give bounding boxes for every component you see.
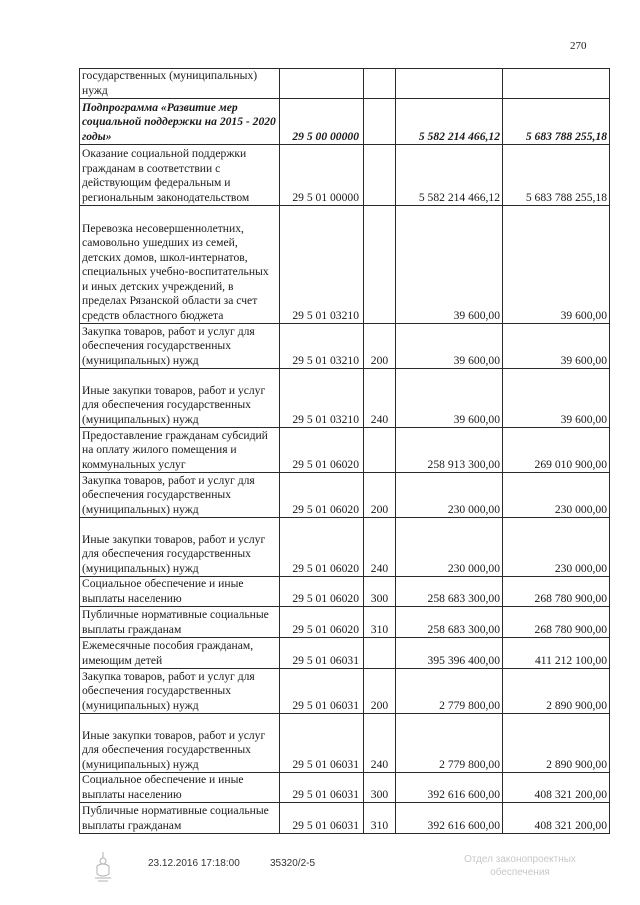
row-amount-2016-cell: 230 000,00 xyxy=(503,473,610,518)
row-type-cell xyxy=(364,638,396,669)
table-row xyxy=(80,714,610,773)
row-type-cell: 300 xyxy=(364,577,396,607)
footer-timestamp: 23.12.2016 17:18:00 xyxy=(148,858,240,869)
row-type-cell: 240 xyxy=(364,714,396,773)
row-amount-2016-cell: 230 000,00 xyxy=(503,518,610,577)
row-name-cell: Ежемесячные пособия гражданам, имеющим детей xyxy=(80,638,280,669)
row-type-cell xyxy=(364,428,396,473)
row-code-cell: 29 5 01 06031 xyxy=(280,773,364,803)
table-row xyxy=(80,518,610,577)
table-row xyxy=(80,206,610,324)
table-row xyxy=(80,577,610,607)
table-row xyxy=(80,99,610,145)
footer-stamp xyxy=(440,853,600,879)
row-amount-2015-cell: 392 616 600,00 xyxy=(396,803,503,834)
row-type-cell: 240 xyxy=(364,518,396,577)
row-type-cell: 310 xyxy=(364,803,396,834)
row-amount-2015-cell: 39 600,00 xyxy=(396,206,503,324)
table-row xyxy=(80,324,610,369)
table-row xyxy=(80,638,610,669)
row-type-cell: 300 xyxy=(364,773,396,803)
row-name-cell: Социальное обеспечение и иные выплаты населению xyxy=(80,577,280,607)
row-code-cell: 29 5 01 06031 xyxy=(280,669,364,714)
row-amount-2015-cell: 395 396 400,00 xyxy=(396,638,503,669)
row-amount-2016-cell: 411 212 100,00 xyxy=(503,638,610,669)
row-amount-2016-cell: 269 010 900,00 xyxy=(503,428,610,473)
row-name-cell: Публичные нормативные социальные выплаты гражданам xyxy=(80,607,280,638)
footer-stamp-line1: Отдел законопроектных xyxy=(464,854,576,865)
row-code-cell: 29 5 01 06031 xyxy=(280,803,364,834)
row-amount-2015-cell xyxy=(396,69,503,99)
row-amount-2016-cell: 39 600,00 xyxy=(503,369,610,428)
row-name-cell: государственных (муниципальных) нужд xyxy=(80,69,280,99)
row-name-cell: Иные закупки товаров, работ и услуг для обеспечения государственных (муниципальных) нужд xyxy=(80,518,280,577)
row-amount-2015-cell: 2 779 800,00 xyxy=(396,714,503,773)
row-amount-2016-cell: 268 780 900,00 xyxy=(503,607,610,638)
row-name-cell: Перевозка несовершеннолетних, самовольно ушедших из семей, детских домов, школ-интернатов, специальных учебно-воспитательных и иных детских учреждений, в пределах Рязанской области за счет средств областного бюджета xyxy=(80,206,280,324)
row-type-cell xyxy=(364,145,396,206)
table-row xyxy=(80,473,610,518)
table-row xyxy=(80,369,610,428)
row-name-cell: Иные закупки товаров, работ и услуг для обеспечения государственных (муниципальных) нужд xyxy=(80,714,280,773)
row-name-cell: Оказание социальной поддержки гражданам в соответствии с действующим федеральным и региональным законодательством xyxy=(80,145,280,206)
row-amount-2015-cell: 258 683 300,00 xyxy=(396,577,503,607)
row-amount-2015-cell: 258 683 300,00 xyxy=(396,607,503,638)
budget-table xyxy=(79,68,610,834)
row-amount-2015-cell: 39 600,00 xyxy=(396,369,503,428)
emblem-icon xyxy=(92,850,114,884)
row-name-cell: Социальное обеспечение и иные выплаты населению xyxy=(80,773,280,803)
budget-table-body xyxy=(80,69,610,834)
row-type-cell: 200 xyxy=(364,669,396,714)
row-amount-2016-cell: 5 683 788 255,18 xyxy=(503,99,610,145)
row-amount-2016-cell: 5 683 788 255,18 xyxy=(503,145,610,206)
row-name-cell: Закупка товаров, работ и услуг для обеспечения государственных (муниципальных) нужд xyxy=(80,473,280,518)
row-name-cell: Публичные нормативные социальные выплаты гражданам xyxy=(80,803,280,834)
page-number: 270 xyxy=(570,40,587,52)
row-type-cell: 240 xyxy=(364,369,396,428)
row-amount-2016-cell: 268 780 900,00 xyxy=(503,577,610,607)
row-amount-2015-cell: 230 000,00 xyxy=(396,473,503,518)
row-type-cell xyxy=(364,69,396,99)
row-type-cell xyxy=(364,206,396,324)
table-row xyxy=(80,607,610,638)
row-amount-2015-cell: 258 913 300,00 xyxy=(396,428,503,473)
row-name-cell: Закупка товаров, работ и услуг для обеспечения государственных (муниципальных) нужд xyxy=(80,669,280,714)
table-row xyxy=(80,428,610,473)
row-code-cell: 29 5 01 06020 xyxy=(280,473,364,518)
row-code-cell: 29 5 01 03210 xyxy=(280,206,364,324)
row-amount-2016-cell: 2 890 900,00 xyxy=(503,714,610,773)
row-code-cell: 29 5 01 03210 xyxy=(280,324,364,369)
row-code-cell: 29 5 01 06031 xyxy=(280,638,364,669)
row-code-cell: 29 5 01 06020 xyxy=(280,428,364,473)
footer-document-id: 35320/2-5 xyxy=(270,858,316,869)
table-row xyxy=(80,145,610,206)
row-amount-2016-cell: 408 321 200,00 xyxy=(503,803,610,834)
row-code-cell xyxy=(280,69,364,99)
row-code-cell: 29 5 01 06031 xyxy=(280,714,364,773)
row-type-cell: 310 xyxy=(364,607,396,638)
row-type-cell: 200 xyxy=(364,324,396,369)
row-type-cell xyxy=(364,99,396,145)
row-name-cell: Подпрограмма «Развитие мер социальной поддержки на 2015 - 2020 годы» xyxy=(80,99,280,145)
row-amount-2015-cell: 5 582 214 466,12 xyxy=(396,145,503,206)
row-name-cell: Закупка товаров, работ и услуг для обеспечения государственных (муниципальных) нужд xyxy=(80,324,280,369)
row-amount-2016-cell xyxy=(503,69,610,99)
row-amount-2016-cell: 408 321 200,00 xyxy=(503,773,610,803)
row-code-cell: 29 5 00 00000 xyxy=(280,99,364,145)
row-code-cell: 29 5 01 00000 xyxy=(280,145,364,206)
table-row xyxy=(80,69,610,99)
row-code-cell: 29 5 01 06020 xyxy=(280,518,364,577)
row-amount-2016-cell: 39 600,00 xyxy=(503,206,610,324)
row-amount-2015-cell: 2 779 800,00 xyxy=(396,669,503,714)
row-code-cell: 29 5 01 03210 xyxy=(280,369,364,428)
row-amount-2015-cell: 5 582 214 466,12 xyxy=(396,99,503,145)
row-amount-2015-cell: 230 000,00 xyxy=(396,518,503,577)
row-code-cell: 29 5 01 06020 xyxy=(280,577,364,607)
row-amount-2015-cell: 392 616 600,00 xyxy=(396,773,503,803)
row-amount-2016-cell: 39 600,00 xyxy=(503,324,610,369)
table-row xyxy=(80,803,610,834)
row-name-cell: Предоставление гражданам субсидий на оплату жилого помещения и коммунальных услуг xyxy=(80,428,280,473)
row-name-cell: Иные закупки товаров, работ и услуг для обеспечения государственных (муниципальных) нужд xyxy=(80,369,280,428)
row-code-cell: 29 5 01 06020 xyxy=(280,607,364,638)
footer-stamp-line2: обеспечения xyxy=(490,867,550,878)
budget-table-container xyxy=(79,68,610,834)
row-type-cell: 200 xyxy=(364,473,396,518)
row-amount-2016-cell: 2 890 900,00 xyxy=(503,669,610,714)
row-amount-2015-cell: 39 600,00 xyxy=(396,324,503,369)
table-row xyxy=(80,669,610,714)
table-row xyxy=(80,773,610,803)
